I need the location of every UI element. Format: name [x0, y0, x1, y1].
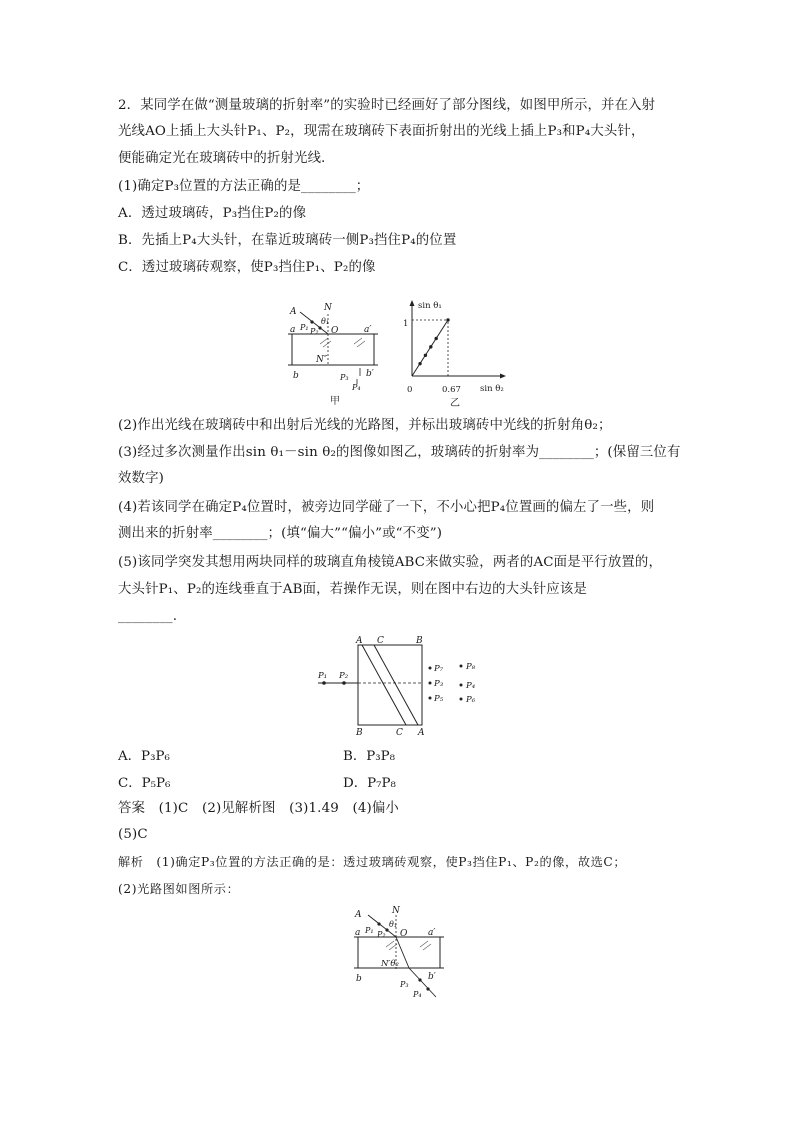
answer-line-2: (5)C: [118, 827, 148, 842]
x-axis-arrow-icon: [500, 374, 506, 379]
sol-label-P3: P₃: [400, 980, 409, 989]
fig-jia-label-N-dprime: N″: [316, 355, 328, 365]
figure-jia: [280, 300, 390, 410]
fig-jia-label-b-prime: b′: [366, 369, 374, 379]
data-point: [424, 354, 427, 357]
prism-label-P8: P₈: [466, 662, 476, 672]
sol-label-N-theta2: N′θ₂: [381, 959, 399, 969]
sub-question-1: (1)确定P₃位置的方法正确的是________；: [118, 179, 370, 194]
prism-label-P2: P₂: [339, 671, 349, 681]
sub-question-5-blank: ________.: [118, 609, 178, 624]
prism-label-C-top: C: [377, 636, 384, 646]
fig-jia-label-P4: P₄: [352, 383, 361, 392]
fig-jia-label-a: a: [290, 325, 296, 335]
option-1a: A．透过玻璃砖，P₃挡住P₂的像: [118, 206, 307, 221]
analysis-line-2: (2)光路图如图所示：: [118, 882, 240, 896]
sol-label-P4: P₄: [413, 990, 422, 999]
sol-label-theta1: θ₁: [389, 920, 398, 929]
prism-label-P1: P₁: [318, 671, 328, 681]
sub-question-5-cont: 大头针P₁、P₂的连线垂直于AB面，若操作无误，则在图中右边的大头针应该是: [118, 582, 587, 597]
data-point: [418, 362, 421, 365]
sub-question-4: (4)若该同学在确定P₄位置时，被旁边同学碰了一下，不小心把P₄位置画的偏左了一些，则: [118, 500, 655, 515]
sol-label-b-prime: b′: [428, 972, 436, 982]
figure-yi-chart: [396, 296, 526, 410]
fig-jia-caption: 甲: [330, 396, 340, 407]
option-1c: C．透过玻璃砖观察，使P₃挡住P₁、P₂的像: [118, 260, 376, 275]
data-point: [429, 345, 432, 348]
sol-label-A: A: [355, 910, 362, 920]
sol-label-N: N: [392, 906, 400, 916]
fig-jia-label-P1: P₁: [300, 323, 309, 332]
figure-prism: [310, 633, 500, 741]
question-line-3: 便能确定光在玻璃砖中的折射光线．: [118, 151, 335, 166]
question-line-1: 2．某同学在做“测量玻璃的折射率”的实验时已经画好了部分图线，如图甲所示，并在入射: [118, 98, 656, 113]
fig-jia-label-N: N: [324, 303, 332, 313]
sol-label-a: a: [355, 928, 361, 938]
question-line-2: 光线AO上插上大头针P₁、P₂，现需在玻璃砖下表面折射出的光线上插上P₃和P₄大头针，: [118, 124, 645, 139]
fig-jia-label-P3: P₃: [340, 373, 349, 382]
answer-line-1: 答案 (1)C (2)见解析图 (3)1.49 (4)偏小: [118, 801, 399, 816]
option-5d: D．P₇P₈: [343, 776, 396, 791]
data-point: [434, 337, 437, 340]
option-5a: A．P₃P₆: [118, 749, 170, 764]
sol-label-b: b: [356, 974, 362, 984]
prism-label-P3: P₃: [434, 679, 444, 689]
figure-solution: [346, 903, 456, 1003]
data-point: [446, 318, 449, 321]
analysis-line-1: 解析 (1)确定P₃位置的方法正确的是：透过玻璃砖观察，使P₃挡住P₁、P₂的像，故选C；: [118, 855, 627, 869]
sub-question-2: (2)作出光线在玻璃砖中和出射后光线的光路图，并标出玻璃砖中光线的折射角θ₂；: [118, 418, 612, 433]
y-tick-label: 1: [403, 319, 409, 329]
prism-label-P6: P₆: [466, 695, 476, 705]
sub-question-5: (5)该同学突发其想用两块同样的玻璃直角棱镜ABC来做实验，两者的AC面是平行放置的，: [118, 555, 663, 570]
prism-label-P4: P₄: [466, 681, 476, 691]
option-1b: B．先插上P₄大头针，在靠近玻璃砖一侧P₃挡住P₄的位置: [118, 233, 457, 248]
sol-label-a-prime: a′: [428, 928, 436, 938]
sub-question-4-cont: 测出来的折射率________；(填“偏大”“偏小”或“不变”): [118, 526, 443, 541]
fig-jia-label-b: b: [293, 371, 299, 381]
prism-label-B-bottom: B: [356, 728, 363, 738]
sub-question-3: (3)经过多次测量作出sin θ₁－sin θ₂的图像如图乙，玻璃砖的折射率为________；(保留三位有: [118, 445, 681, 460]
prism-label-B-top: B: [416, 636, 423, 646]
fig-jia-label-O: O: [331, 326, 339, 336]
prism-label-C-bottom: C: [396, 728, 403, 738]
sol-label-P1: P₁: [365, 926, 374, 935]
option-5b: B．P₃P₈: [343, 749, 395, 764]
prism-label-A-top: A: [356, 636, 363, 646]
origin-label: 0: [407, 385, 413, 395]
prism-label-A-bottom: A: [418, 728, 425, 738]
y-axis-label: sin θ₁: [418, 301, 442, 311]
sub-question-3-cont: 效数字): [118, 471, 164, 486]
prism-label-P5: P₅: [434, 694, 444, 704]
fig-yi-caption: 乙: [450, 398, 460, 409]
fig-jia-label-P2: P₂: [310, 327, 319, 336]
option-5c: C．P₅P₆: [118, 776, 171, 791]
sol-label-O: O: [400, 929, 408, 939]
x-axis-label: sin θ₂: [480, 384, 504, 394]
sol-label-P2: P₂: [377, 930, 386, 939]
x-tick-label: 0.67: [442, 385, 461, 395]
fig-jia-label-A: A: [290, 307, 297, 317]
prism-label-P7: P₇: [434, 664, 444, 674]
y-axis-arrow-icon: [410, 300, 415, 306]
fig-jia-label-theta1: θ₁: [321, 317, 330, 326]
fig-jia-label-a-prime: a′: [364, 325, 372, 335]
